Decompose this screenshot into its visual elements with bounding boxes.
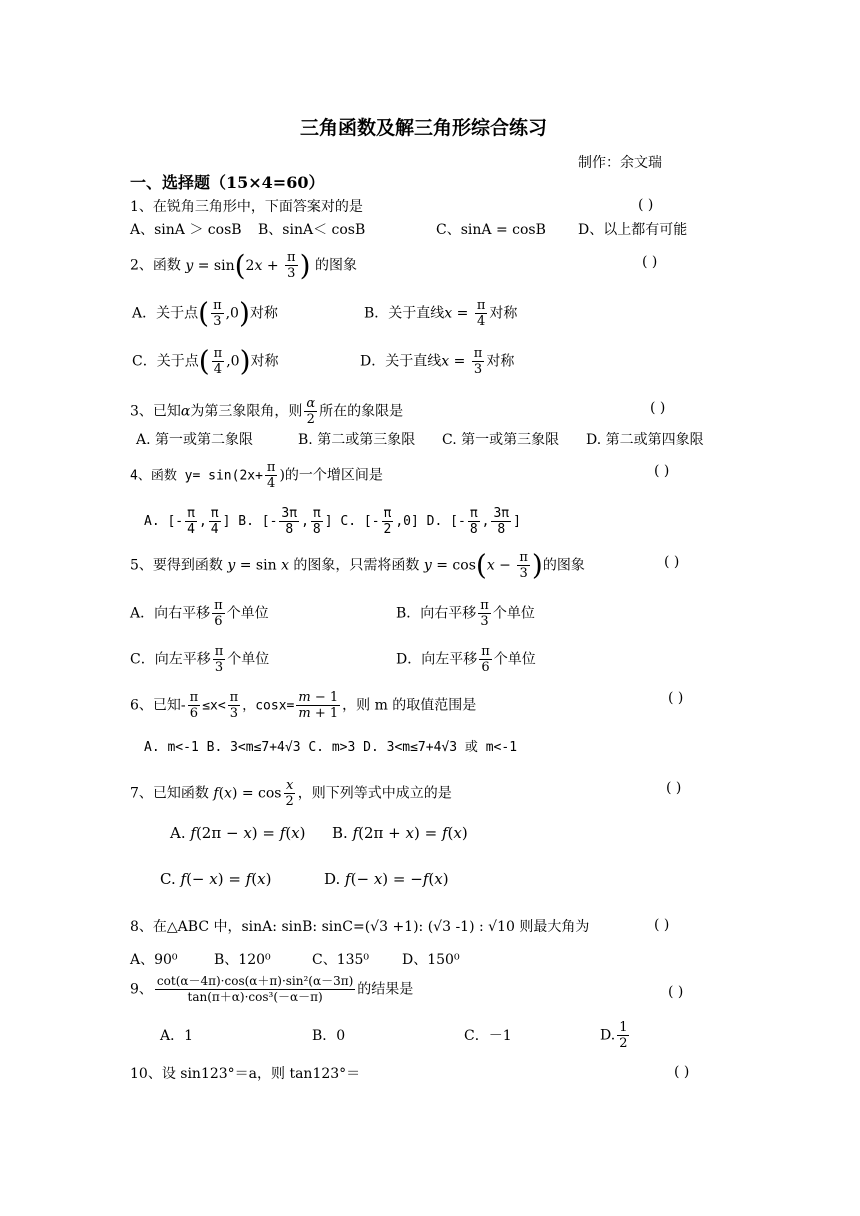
q4-answer-blank: ( ) bbox=[654, 463, 670, 479]
q8-stem: 8、在△ABC 中，sinA: sinB: sinC=(√3 +1): (√3 -1) : √10 则最大角为 bbox=[130, 919, 590, 935]
q6-stem-mid2: ，cosx= bbox=[242, 698, 295, 714]
q4-option-d: D. [- $\frac{\pi}{8}$ , $\frac{3\pi}{8}$ ] bbox=[426, 506, 521, 537]
q2-answer-blank: ( ) bbox=[642, 254, 658, 270]
q5-stem-post: 的图象 bbox=[542, 557, 585, 574]
q5-option-b-label: B．向右平移 bbox=[396, 605, 477, 622]
q2-option-b: B．关于直线x = $\frac{\pi}{4}$ 对称 bbox=[364, 298, 518, 329]
q4-stem-post: )的一个增区间是 bbox=[279, 467, 383, 484]
q3-stem-post: 所在的象限是 bbox=[319, 403, 404, 420]
q3-stem: 3、已知α为第三象限角，则 $\frac{\alpha}{2}$ 所在的象限是 bbox=[130, 396, 404, 427]
q5-option-a: A．向右平移 $\frac{\pi}{6}$ 个单位 bbox=[130, 598, 269, 629]
q4-option-b: B. [- $\frac{3\pi}{8}$ , $\frac{\pi}{8}$ ] bbox=[238, 506, 333, 537]
q1-stem: 1、在锐角三角形中，下面答案对的是 bbox=[130, 199, 363, 215]
q7-option-b-label: B. bbox=[332, 824, 348, 842]
q10-stem: 10、设 sin123°＝a，则 tan123°＝ bbox=[130, 1066, 361, 1082]
q5-option-a-label: A．向右平移 bbox=[130, 605, 211, 622]
q5-option-d-unit: 个单位 bbox=[493, 651, 536, 668]
q7-option-a: A. f(2π − x) = f(x) bbox=[170, 824, 306, 842]
q3-option-a: A. 第一或第二象限 bbox=[136, 432, 254, 448]
page-title: 三角函数及解三角形综合练习 bbox=[300, 117, 548, 139]
q7-stem-post: ，则下列等式中成立的是 bbox=[297, 785, 452, 802]
q7-stem-pre: 7、已知函数 bbox=[130, 785, 209, 802]
q7-option-d-label: D. bbox=[324, 870, 341, 888]
q2-stem bbox=[130, 250, 357, 281]
q9-option-d-label: D. bbox=[600, 1027, 616, 1044]
q3-stem-pre: 3、已知 bbox=[130, 403, 181, 420]
q1-option-d: D、以上都有可能 bbox=[578, 222, 688, 238]
q2-option-c-sym: 对称 bbox=[250, 353, 279, 370]
q8-option-c: C、135⁰ bbox=[312, 952, 370, 968]
q4-stem-pre: 4、函数 y= sin(2x+ bbox=[130, 468, 263, 484]
q8-option-b: B、120⁰ bbox=[214, 952, 271, 968]
q1-option-b: B、sinA＜ cosB bbox=[258, 222, 366, 238]
q5-option-d-label: D．向左平移 bbox=[396, 651, 478, 668]
q6-stem-post: ，则 m 的取值范围是 bbox=[342, 697, 477, 714]
q9-answer-blank: ( ) bbox=[668, 984, 684, 1000]
q7-option-c: C. f(− x) = f(x) bbox=[160, 870, 272, 888]
q5-option-d: D．向左平移 $\frac{\pi}{6}$ 个单位 bbox=[396, 644, 536, 675]
q9-option-a: A．1 bbox=[160, 1028, 194, 1044]
q6-stem: 6、已知- $\frac{\pi}{6}$ ≤x< $\frac{\pi}{3}$ ，cosx= $\frac{m - 1}{m + 1}$ ，则 m 的取值范围是 bbox=[130, 690, 477, 721]
q3-stem-mid: 为第三象限角，则 bbox=[190, 403, 303, 420]
q6-stem-pre: 6、已知- bbox=[130, 697, 186, 714]
q5-option-c-label: C．向左平移 bbox=[130, 651, 211, 668]
q3-option-d: D. 第二或第四象限 bbox=[586, 432, 704, 448]
q3-answer-blank: ( ) bbox=[650, 400, 666, 416]
q2-option-a: A．关于点( $\frac{\pi}{3}$ ,0)对称 bbox=[132, 296, 278, 330]
q2-option-d: D．关于直线x = $\frac{\pi}{3}$ 对称 bbox=[360, 346, 515, 377]
q2-option-b-sym: 对称 bbox=[489, 305, 518, 322]
q7-option-b: B. f(2π + x) = f(x) bbox=[332, 824, 468, 842]
q5-option-c-unit: 个单位 bbox=[227, 651, 270, 668]
q2-option-b-label: B．关于直线 bbox=[364, 305, 445, 322]
q8-option-a: A、90⁰ bbox=[130, 952, 178, 968]
q2-option-a-sym: 对称 bbox=[249, 305, 278, 322]
q9-denominator: tan(π＋α)·cos³(－α－π) bbox=[187, 990, 323, 1004]
q3-option-c: C. 第一或第三象限 bbox=[442, 432, 560, 448]
q7-answer-blank: ( ) bbox=[666, 780, 682, 796]
q3-option-b: B. 第二或第三象限 bbox=[298, 432, 416, 448]
q1-answer-blank: ( ) bbox=[638, 197, 654, 213]
q1-option-c: C、sinA = cosB bbox=[436, 222, 546, 238]
q8-answer-blank: ( ) bbox=[654, 917, 670, 933]
section-heading: 一、选择题（15×4=60） bbox=[130, 173, 325, 192]
q9-option-b: B．0 bbox=[312, 1028, 346, 1044]
q2-stem-post: 的图象 bbox=[314, 257, 357, 274]
q6-stem-mid1: ≤x< bbox=[202, 698, 226, 714]
q7-option-a-label: A. bbox=[170, 824, 186, 842]
author: 制作：余文瑞 bbox=[578, 155, 662, 171]
q7-stem: 7、已知函数 f(x) = cos $\frac{x}{2}$ ，则下列等式中成立的是 bbox=[130, 778, 452, 809]
q7-option-c-label: C. bbox=[160, 870, 176, 888]
q8-option-d: D、150⁰ bbox=[402, 952, 460, 968]
q9-option-c: C．－1 bbox=[464, 1028, 512, 1044]
q9-option-d: D. $\frac{1}{2}$ bbox=[600, 1020, 628, 1051]
q6-answer-blank: ( ) bbox=[668, 690, 684, 706]
q2-option-a-label: A．关于点 bbox=[132, 305, 199, 322]
q1-option-a: A、sinA ＞ cosB bbox=[130, 222, 242, 238]
q10-answer-blank: ( ) bbox=[674, 1064, 690, 1080]
q9-numerator: cot(α－4π)·cos(α＋π)·sin²(α－3π) bbox=[156, 974, 354, 988]
q4-option-a: A. [- $\frac{\pi}{4}$ , $\frac{\pi}{4}$ ] bbox=[144, 506, 231, 537]
q7-option-d: D. f(− x) = −f(x) bbox=[324, 870, 449, 888]
q2-option-c: C．关于点( $\frac{\pi}{4}$ ,0)对称 bbox=[132, 344, 279, 378]
q5-option-b-unit: 个单位 bbox=[492, 605, 535, 622]
q2-formula: y = sin(2x + $\frac{\pi}{3}$ ) bbox=[185, 248, 311, 282]
q2-stem-pre: 2、函数 bbox=[130, 257, 181, 274]
q4-option-c: C. [- $\frac{\pi}{2}$ ,0] bbox=[340, 506, 419, 537]
q9-stem-post: 的结果是 bbox=[357, 981, 414, 998]
q5-option-a-unit: 个单位 bbox=[226, 605, 269, 622]
q2-option-d-label: D．关于直线 bbox=[360, 353, 442, 370]
q2-option-c-label: C．关于点 bbox=[132, 353, 199, 370]
q9-stem bbox=[130, 974, 413, 1005]
q5-stem-pre: 5、要得到函数 bbox=[130, 557, 223, 574]
q4-options bbox=[144, 506, 521, 537]
q2-option-d-sym: 对称 bbox=[486, 353, 515, 370]
q5-option-c: C．向左平移 $\frac{\pi}{3}$ 个单位 bbox=[130, 644, 270, 675]
q9-stem-pre: 9、 bbox=[130, 981, 153, 998]
q6-options: A. m<-1 B. 3<m≤7+4√3 C. m>3 D. 3<m≤7+4√3 或 m<-1 bbox=[144, 740, 518, 755]
q5-answer-blank: ( ) bbox=[664, 554, 680, 570]
q5-stem: 5、要得到函数 y = sin x 的图象，只需将函数 y = cos(x − $\frac{\pi}{3}$ )的图象 bbox=[130, 548, 585, 582]
q5-option-b: B．向右平移 $\frac{\pi}{3}$ 个单位 bbox=[396, 598, 535, 629]
q4-stem: 4、函数 y= sin(2x+ $\frac{\pi}{4}$ )的一个增区间是 bbox=[130, 460, 383, 491]
q5-stem-mid: 的图象，只需将函数 bbox=[293, 557, 420, 574]
